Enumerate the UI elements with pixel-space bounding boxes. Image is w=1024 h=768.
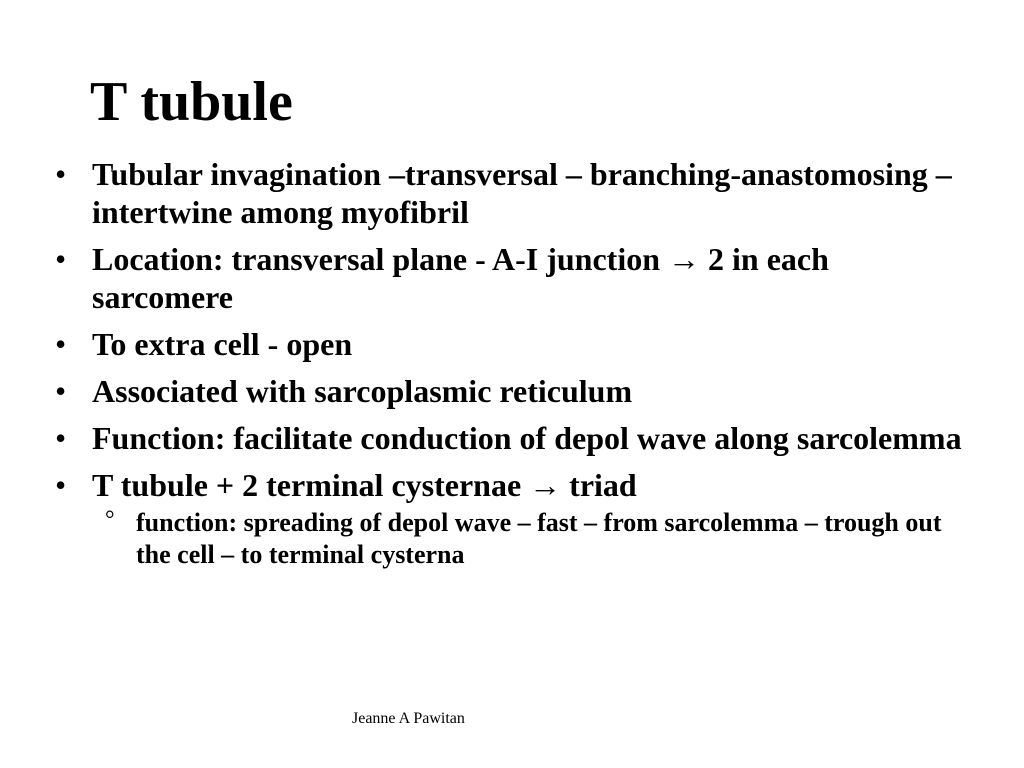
bullet-list [50,155,970,580]
bullet-dot-icon: • [55,420,67,456]
bullet-text: Function: facilitate conduction of depol wave along sarcolemma [92,420,962,456]
bullet-text: To extra cell - open [92,326,353,362]
sub-bullet-list [92,507,970,571]
slide-title: T tubule [90,71,293,133]
sub-bullet-item [92,507,970,571]
footer-author: Jeanne A Pawitan [352,710,465,727]
bullet-dot-icon: • [55,467,67,503]
bullet-text: Associated with sarcoplasmic reticulum [92,373,633,409]
bullet-dot-icon: • [55,373,67,409]
bullet-item [50,240,970,316]
bullet-item [50,325,970,363]
sub-bullet-circle-icon: ° [105,507,115,533]
bullet-item [50,372,970,410]
bullet-item [50,466,970,571]
bullet-dot-icon: • [55,156,67,192]
bullet-text: Tubular invagination –transversal – branching-anastomosing – intertwine among myofibril [92,156,952,230]
bullet-item [50,155,970,231]
bullet-text: Location: transversal plane - A-I junction → 2 in each sarcomere [92,241,829,315]
bullet-dot-icon: • [55,241,67,277]
bullet-dot-icon: • [55,326,67,362]
bullet-text: T tubule + 2 terminal cysternae → triad [92,467,637,503]
bullet-item [50,419,970,457]
sub-bullet-text: function: spreading of depol wave – fast – from sarcolemma – trough out the cell – to terminal cysterna [136,508,942,569]
